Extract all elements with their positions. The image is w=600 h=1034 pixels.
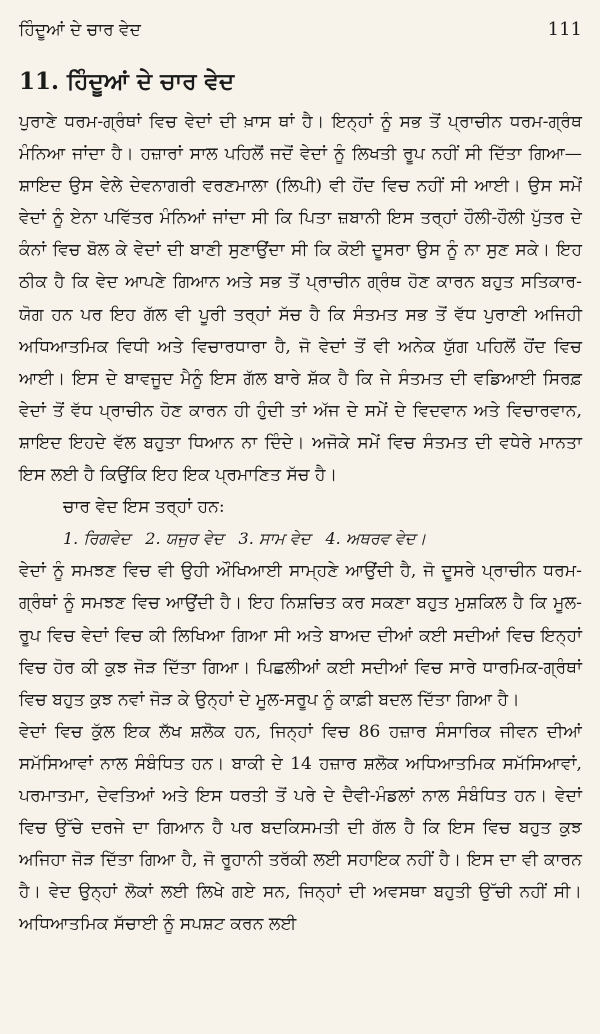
veda-list <box>19 523 582 555</box>
body-text <box>19 106 582 940</box>
paragraph-four-vedas-lead: ਚਾਰ ਵੇਦ ਇਸ ਤਰ੍ਹਾਂ ਹਨ: <box>63 497 225 518</box>
veda-item-yajurveda: 2. ਯਜੁਰ ਵੇਦ <box>145 529 224 549</box>
page-number: 111 <box>547 19 582 40</box>
veda-item-atharvaveda: 4. ਅਥਰਵ ਵੇਦ। <box>325 529 427 549</box>
paragraph-understanding-vedas: ਵੇਦਾਂ ਨੂੰ ਸਮਝਣ ਵਿਚ ਵੀ ਉਹੀ ਔਖਿਆਈ ਸਾਮ੍ਹਣੇ ਆਉਂਦੀ ਹੈ, ਜੋ ਦੂਸਰੇ ਪ੍ਰਾਚੀਨ ਧਰਮ-ਗ੍ਰੰਥਾਂ ਨੂੰ ਸਮਝਣ ਵਿਚ ਆਉਂਦੀ ਹੈ। ਇਹ ਨਿਸ਼ਚਿਤ ਕਰ ਸਕਣਾ ਬਹੁਤ ਮੁਸ਼ਕਿਲ ਹੈ ਕਿ ਮੂਲ-ਰੂਪ ਵਿਚ ਵੇਦਾਂ ਵਿਚ ਕੀ ਲਿਖਿਆ ਗਿਆ ਸੀ ਅਤੇ ਬਾਅਦ ਦੀਆਂ ਕਈ ਸਦੀਆਂ ਵਿਚ ਇਨ੍ਹਾਂ ਵਿਚ ਹੋਰ ਕੀ ਕੁਝ ਜੋੜ ਦਿੱਤਾ ਗਿਆ। ਪਿਛਲੀਆਂ ਕਈ ਸਦੀਆਂ ਵਿਚ ਸਾਰੇ ਧਾਰਮਿਕ-ਗ੍ਰੰਥਾਂ ਵਿਚ ਬਹੁਤ ਕੁਝ ਨਵਾਂ ਜੋੜ ਕੇ ਉਨ੍ਹਾਂ ਦੇ ਮੂਲ-ਸਰੂਪ ਨੂੰ ਕਾਫ਼ੀ ਬਦਲ ਦਿੱਤਾ ਗਿਆ ਹੈ। <box>19 561 582 710</box>
running-title: ਹਿੰਦੂਆਂ ਦੇ ਚਾਰ ਵੇਦ <box>19 20 141 40</box>
veda-item-rigveda: 1. ਰਿਗਵੇਦ <box>63 529 131 549</box>
veda-item-samaveda: 3. ਸਾਮ ਵੇਦ <box>238 529 311 549</box>
chapter-heading: 11. ਹਿੰਦੂਆਂ ਦੇ ਚਾਰ ਵੇਦ <box>19 68 235 95</box>
running-header <box>19 18 582 42</box>
paragraph-intro: ਪੁਰਾਣੇ ਧਰਮ-ਗ੍ਰੰਥਾਂ ਵਿਚ ਵੇਦਾਂ ਦੀ ਖ਼ਾਸ ਥਾਂ ਹੈ। ਇਨ੍ਹਾਂ ਨੂੰ ਸਭ ਤੋਂ ਪ੍ਰਾਚੀਨ ਧਰਮ-ਗ੍ਰੰਥ ਮੰਨਿਆ ਜਾਂਦਾ ਹੈ। ਹਜ਼ਾਰਾਂ ਸਾਲ ਪਹਿਲੋਂ ਜਦੋਂ ਵੇਦਾਂ ਨੂੰ ਲਿਖਤੀ ਰੂਪ ਨਹੀਂ ਸੀ ਦਿੱਤਾ ਗਿਆ—ਸ਼ਾਇਦ ਉਸ ਵੇਲੇ ਦੇਵਨਾਗਰੀ ਵਰਣਮਾਲਾ (ਲਿਪੀ) ਵੀ ਹੋਂਦ ਵਿਚ ਨਹੀਂ ਸੀ ਆਈ। ਉਸ ਸਮੇਂ ਵੇਦਾਂ ਨੂੰ ਏਨਾ ਪਵਿੱਤਰ ਮੰਨਿਆਂ ਜਾਂਦਾ ਸੀ ਕਿ ਪਿਤਾ ਜ਼ਬਾਨੀ ਇਸ ਤਰ੍ਹਾਂ ਹੌਲੀ-ਹੌਲੀ ਪੁੱਤਰ ਦੇ ਕੰਨਾਂ ਵਿਚ ਬੋਲ ਕੇ ਵੇਦਾਂ ਦੀ ਬਾਣੀ ਸੁਣਾਉਂਦਾ ਸੀ ਕਿ ਕੋਈ ਦੂਸਰਾ ਉਸ ਨੂੰ ਨਾ ਸੁਣ ਸਕੇ। ਇਹ ਠੀਕ ਹੈ ਕਿ ਵੇਦ ਆਪਣੇ ਗਿਆਨ ਅਤੇ ਸਭ ਤੋਂ ਪ੍ਰਾਚੀਨ ਗ੍ਰੰਥ ਹੋਣ ਕਾਰਨ ਬਹੁਤ ਸਤਿਕਾਰ-ਯੋਗ ਹਨ ਪਰ ਇਹ ਗੱਲ ਵੀ ਪੂਰੀ ਤਰ੍ਹਾਂ ਸੱਚ ਹੈ ਕਿ ਸੰਤਮਤ ਸਭ ਤੋਂ ਵੱਧ ਪੁਰਾਣੀ ਅਜਿਹੀ ਅਧਿਆਤਮਿਕ ਵਿਧੀ ਅਤੇ ਵਿਚਾਰਧਾਰਾ ਹੈ, ਜੋ ਵੇਦਾਂ ਤੋਂ ਵੀ ਅਨੇਕ ਯੁੱਗ ਪਹਿਲੋਂ ਹੋਂਦ ਵਿਚ ਆਈ। ਇਸ ਦੇ ਬਾਵਜੂਦ ਮੈਨੂੰ ਇਸ ਗੱਲ ਬਾਰੇ ਸ਼ੱਕ ਹੈ ਕਿ ਜੇ ਸੰਤਮਤ ਦੀ ਵਡਿਆਈ ਸਿਰਫ਼ ਵੇਦਾਂ ਤੋਂ ਵੱਧ ਪ੍ਰਾਚੀਨ ਹੋਣ ਕਾਰਨ ਹੀ ਹੁੰਦੀ ਤਾਂ ਅੱਜ ਦੇ ਸਮੇਂ ਦੇ ਵਿਦਵਾਨ ਅਤੇ ਵਿਚਾਰਵਾਨ, ਸ਼ਾਇਦ ਇਹਦੇ ਵੱਲ ਬਹੁਤਾ ਧਿਆਨ ਨਾ ਦਿੰਦੇ। ਅਜੋਕੇ ਸਮੇਂ ਵਿਚ ਸੰਤਮਤ ਦੀ ਵਧੇਰੇ ਮਾਨਤਾ ਇਸ ਲਈ ਹੈ ਕਿਉਂਕਿ ਇਹ ਇਕ ਪ੍ਰਮਾਣਿਤ ਸੱਚ ਹੈ। <box>19 112 582 486</box>
paragraph-shlokas: ਵੇਦਾਂ ਵਿਚ ਕੁੱਲ ਇਕ ਲੱਖ ਸ਼ਲੋਕ ਹਨ, ਜਿਨ੍ਹਾਂ ਵਿਚ 86 ਹਜ਼ਾਰ ਸੰਸਾਰਿਕ ਜੀਵਨ ਦੀਆਂ ਸਮੱਸਿਆਵਾਂ ਨਾਲ ਸੰਬੰਧਿਤ ਹਨ। ਬਾਕੀ ਦੇ 14 ਹਜ਼ਾਰ ਸ਼ਲੋਕ ਅਧਿਆਤਮਿਕ ਸਮੱਸਿਆਵਾਂ, ਪਰਮਾਤਮਾ, ਦੇਵਤਿਆਂ ਅਤੇ ਇਸ ਧਰਤੀ ਤੋਂ ਪਰੇ ਦੇ ਦੈਵੀ-ਮੰਡਲਾਂ ਨਾਲ ਸੰਬੰਧਿਤ ਹਨ। ਵੇਦਾਂ ਵਿਚ ਉੱਚੇ ਦਰਜੇ ਦਾ ਗਿਆਨ ਹੈ ਪਰ ਬਦਕਿਸਮਤੀ ਦੀ ਗੱਲ ਹੈ ਕਿ ਇਸ ਵਿਚ ਬਹੁਤ ਕੁਝ ਅਜਿਹਾ ਜੋੜ ਦਿੱਤਾ ਗਿਆ ਹੈ, ਜੋ ਰੂਹਾਨੀ ਤਰੱਕੀ ਲਈ ਸਹਾਇਕ ਨਹੀਂ ਹੈ। ਇਸ ਦਾ ਵੀ ਕਾਰਨ ਹੈ। ਵੇਦ ਉਨ੍ਹਾਂ ਲੋਕਾਂ ਲਈ ਲਿਖੇ ਗਏ ਸਨ, ਜਿਨ੍ਹਾਂ ਦੀ ਅਵਸਥਾ ਬਹੁਤੀ ਉੱਚੀ ਨਹੀਂ ਸੀ। ਅਧਿਆਤਮਿਕ ਸੱਚਾਈ ਨੂੰ ਸਪਸ਼ਟ ਕਰਨ ਲਈ <box>19 721 583 935</box>
